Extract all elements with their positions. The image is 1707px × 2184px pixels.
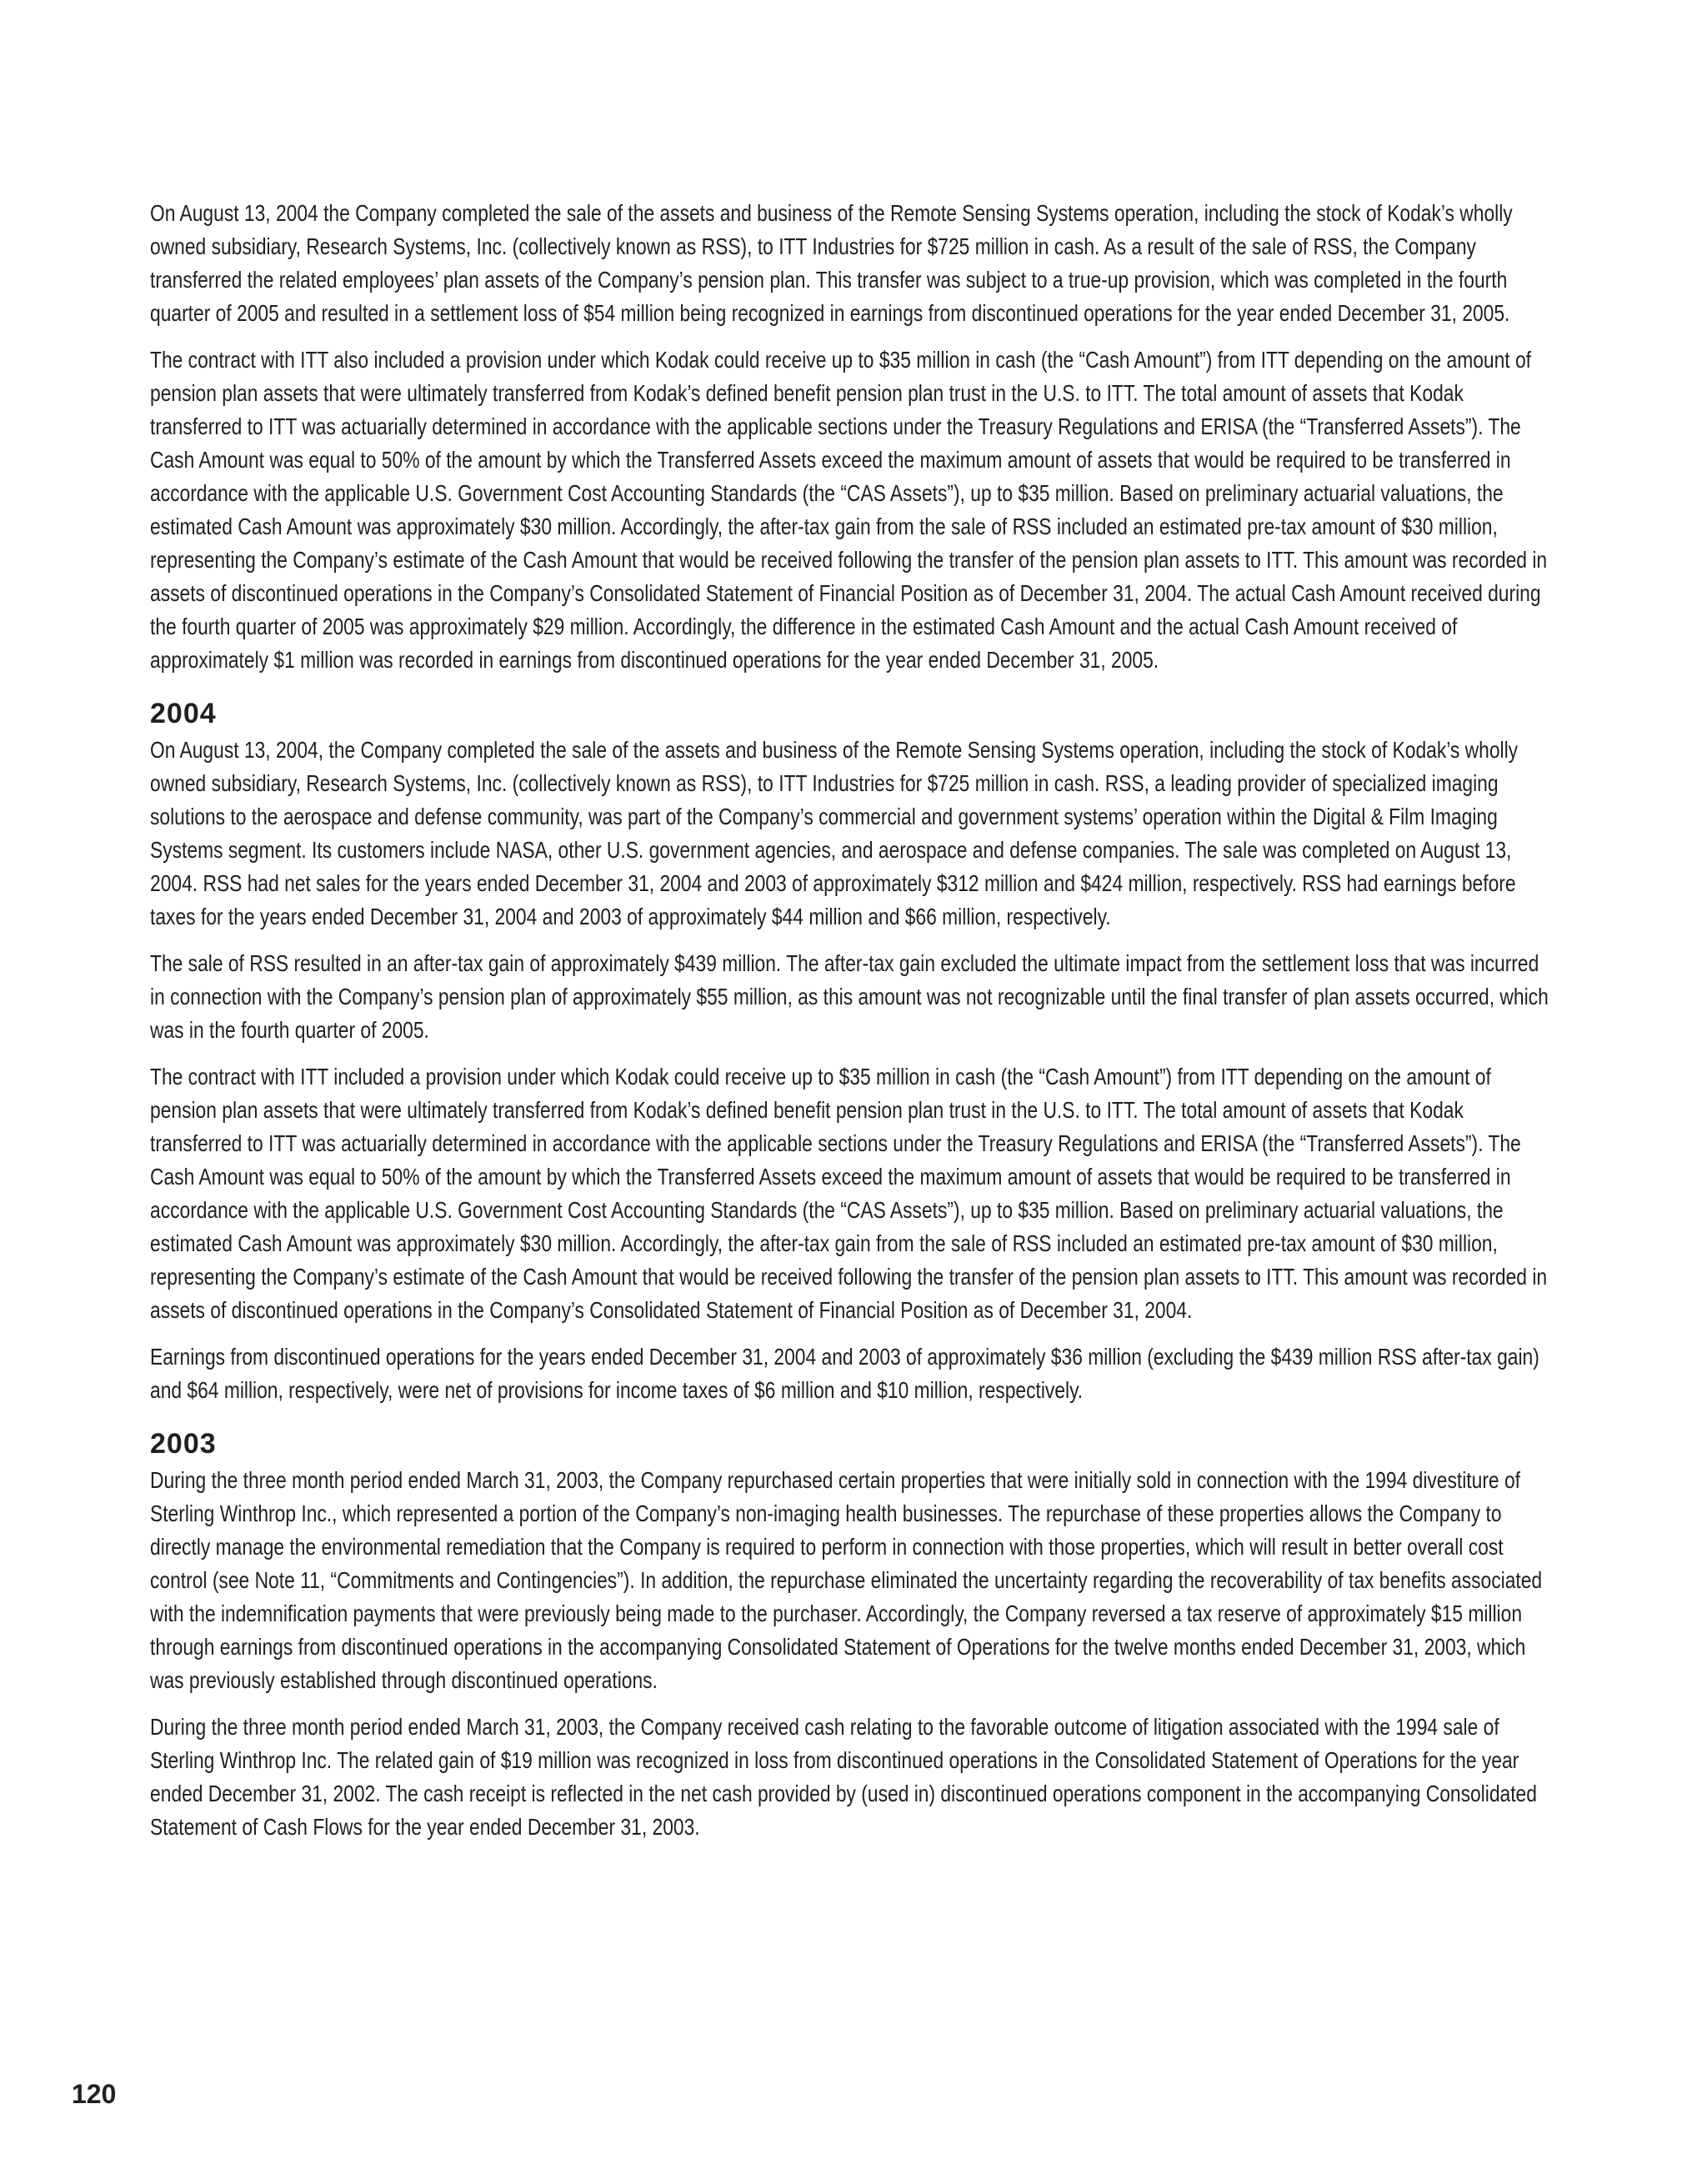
paragraph: Earnings from discontinued operations for the years ended December 31, 2004 and 2003 of approximately $36 million (excluding the $439 million RSS after-tax gain) and $64 million, respectively, were net of provisions for income taxes of $6 million and $10 million, respectively. bbox=[150, 1344, 1539, 1403]
paragraph: The sale of RSS resulted in an after-tax gain of approximately $439 million. The after-tax gain excluded the ultimate impact from the settlement loss that was incurred in connection with the Company’s pension plan of approximately $55 million, as this amount was not recognizable until the final transfer of plan assets occurred, which was in the fourth quarter of 2005. bbox=[150, 950, 1549, 1043]
paragraph: During the three month period ended March 31, 2003, the Company repurchased certain properties that were initially sold in connection with the 1994 divestiture of Sterling Winthrop Inc., which represented a portion of the Company’s non-imaging health businesses. The repurchase of these properties allows the Company to directly manage the environmental remediation that the Company is required to perform in connection with those properties, which will result in better overall cost control (see Note 11, “Commitments and Contingencies”). In addition, the repurchase eliminated the uncertainty regarding the recoverability of tax benefits associated with the indemnification payments that were previously being made to the purchaser. Accordingly, the Company reversed a tax reserve of approximately $15 million through earnings from discontinued operations in the accompanying Consolidated Statement of Operations for the twelve months ended December 31, 2003, which was previously established through discontinued operations. bbox=[150, 1467, 1543, 1693]
paragraph: The contract with ITT also included a provision under which Kodak could receive up to $35 million in cash (the “Cash Amount”) from ITT depending on the amount of pension plan assets that were ultimately transferred from Kodak’s defined benefit pension plan trust in the U.S. to ITT. The total amount of assets that Kodak transferred to ITT was actuarially determined in accordance with the applicable sections under the Treasury Regulations and ERISA (the “Transferred Assets”). The Cash Amount was equal to 50% of the amount by which the Transferred Assets exceed the maximum amount of assets that would be required to be transferred in accordance with the applicable U.S. Government Cost Accounting Standards (the “CAS Assets”), up to $35 million. Based on preliminary actuarial valuations, the estimated Cash Amount was approximately $30 million. Accordingly, the after-tax gain from the sale of RSS included an estimated pre-tax amount of $30 million, representing the Company’s estimate of the Cash Amount that would be received following the transfer of the pension plan assets to ITT. This amount was recorded in assets of discontinued operations in the Company’s Consolidated Statement of Financial Position as of December 31, 2004. The actual Cash Amount received during the fourth quarter of 2005 was approximately $29 million. Accordingly, the difference in the estimated Cash Amount and the actual Cash Amount received of approximately $1 million was recorded in earnings from discontinued operations for the year ended December 31, 2005. bbox=[150, 347, 1548, 673]
paragraph: On August 13, 2004 the Company completed the sale of the assets and business of the Remote Sensing Systems operation, including the stock of Kodak’s wholly owned subsidiary, Research Systems, Inc. (collectively known as RSS), to ITT Industries for $725 million in cash. As a result of the sale of RSS, the Company transferred the related employees’ plan assets of the Company’s pension plan. This transfer was subject to a true-up provision, which was completed in the fourth quarter of 2005 and resulted in a settlement loss of $54 million being recognized in earnings from discontinued operations for the year ended December 31, 2005. bbox=[150, 200, 1513, 326]
section-heading-2004: 2004 bbox=[150, 698, 217, 729]
paragraph: On August 13, 2004, the Company completed the sale of the assets and business of the Remote Sensing Systems operation, including the stock of Kodak’s wholly owned subsidiary, Research Systems, Inc. (collectively known as RSS), to ITT Industries for $725 million in cash. RSS, a leading provider of specialized imaging solutions to the aerospace and defense community, was part of the Company’s commercial and government systems’ operation within the Digital & Film Imaging Systems segment. Its customers include NASA, other U.S. government agencies, and aerospace and defense companies. The sale was completed on August 13, 2004. RSS had net sales for the years ended December 31, 2004 and 2003 of approximately $312 million and $424 million, respectively. RSS had earnings before taxes for the years ended December 31, 2004 and 2003 of approximately $44 million and $66 million, respectively. bbox=[150, 737, 1519, 929]
page-body bbox=[150, 197, 1559, 1857]
paragraph: The contract with ITT included a provision under which Kodak could receive up to $35 million in cash (the “Cash Amount”) from ITT depending on the amount of pension plan assets that were ultimately transferred from Kodak’s defined benefit pension plan trust in the U.S. to ITT. The total amount of assets that Kodak transferred to ITT was actuarially determined in accordance with the applicable sections under the Treasury Regulations and ERISA (the “Transferred Assets”). The Cash Amount was equal to 50% of the amount by which the Transferred Assets exceed the maximum amount of assets that would be required to be transferred in accordance with the applicable U.S. Government Cost Accounting Standards (the “CAS Assets”), up to $35 million. Based on preliminary actuarial valuations, the estimated Cash Amount was approximately $30 million. Accordingly, the after-tax gain from the sale of RSS included an estimated pre-tax amount of $30 million, representing the Company’s estimate of the Cash Amount that would be received following the transfer of the pension plan assets to ITT. This amount was recorded in assets of discontinued operations in the Company’s Consolidated Statement of Financial Position as of December 31, 2004. bbox=[150, 1064, 1548, 1323]
left-margin bbox=[0, 0, 143, 2184]
section-heading-2003: 2003 bbox=[150, 1428, 217, 1460]
paragraph: During the three month period ended March 31, 2003, the Company received cash relating to the favorable outcome of litigation associated with the 1994 sale of Sterling Winthrop Inc. The related gain of $19 million was recognized in loss from discontinued operations in the Consolidated Statement of Operations for the year ended December 31, 2002. The cash receipt is reflected in the net cash provided by (used in) discontinued operations component in the accompanying Consolidated Statement of Cash Flows for the year ended December 31, 2003. bbox=[150, 1714, 1537, 1840]
page-number: 120 bbox=[72, 2079, 117, 2109]
